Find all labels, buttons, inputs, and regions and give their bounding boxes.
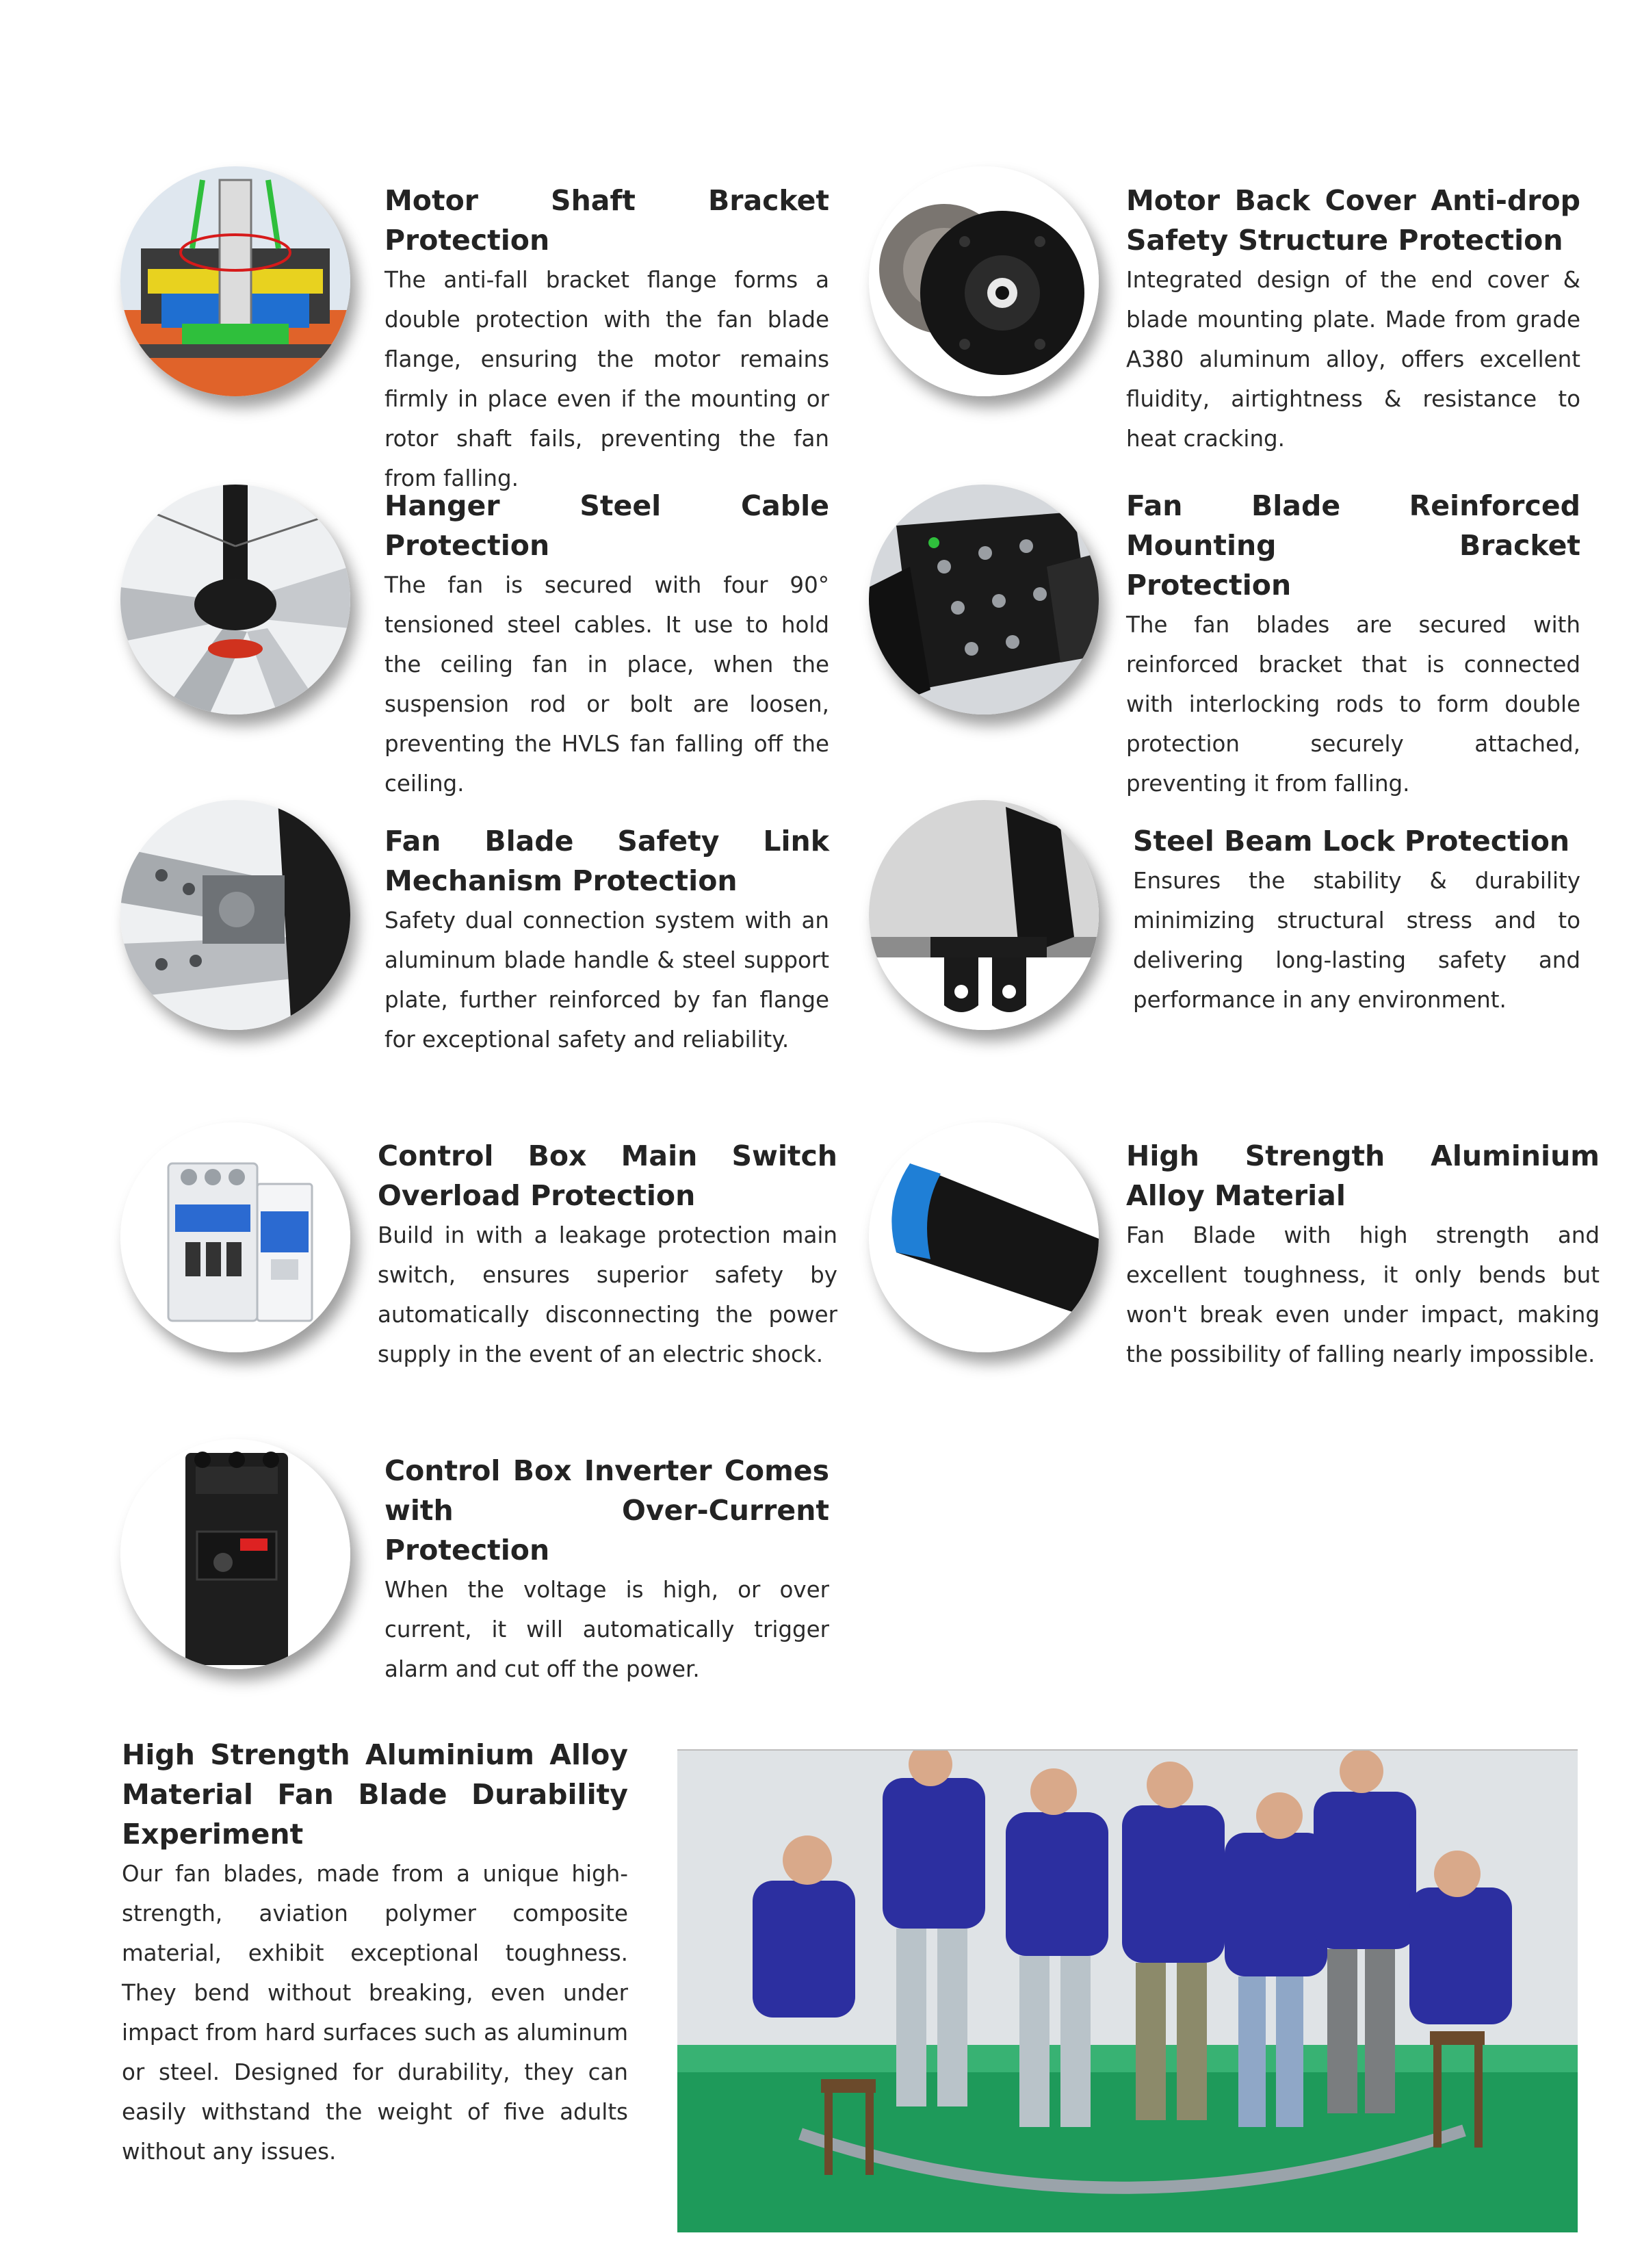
- feature-6-text: [1133, 821, 1580, 1020]
- experiment-description: Our fan blades, made from a unique high-strength, aviation polymer composite material, exhibit exceptional toughness. They bend without breaking, even under impact from hard surfaces such as aluminum or steel. Designed for durability, they can easily withstand the weight of five adults without any issues.: [122, 1861, 628, 2165]
- inverter-photo: [120, 1439, 350, 1669]
- hanger-steel-cable-photo: [120, 485, 350, 714]
- main-switch-breaker-photo: [120, 1122, 350, 1352]
- feature-4-text: [1126, 486, 1580, 803]
- steel-beam-lock-photo: [869, 800, 1099, 1030]
- feature-description: Build in with a leakage protection main switch, ensures superior safety by automatically disconnecting the power supply in the event of an electric shock.: [378, 1222, 837, 1367]
- feature-1-text: [385, 181, 829, 498]
- feature-title: High Strength Aluminium Alloy Material: [1126, 1139, 1600, 1212]
- feature-title: Control Box Inverter Comes with Over-Current Protection: [385, 1454, 829, 1567]
- feature-description: Fan Blade with high strength and excellent toughness, it only bends but won't break even under impact, making the possibility of falling nearly impossible.: [1126, 1222, 1600, 1367]
- feature-8-text: [1126, 1136, 1600, 1374]
- five-adults-standing-on-blade-photo: [677, 1749, 1578, 2232]
- feature-description: The anti-fall bracket flange forms a double protection with the fan blade flange, ensuring the motor remains firmly in place even if the mounting or rotor shaft fails, preventing the fan from falling.: [385, 267, 829, 491]
- motor-shaft-bracket-photo: [120, 166, 350, 396]
- feature-title: Hanger Steel Cable Protection: [385, 489, 829, 562]
- feature-description: When the voltage is high, or over current, it will automatically trigger alarm and cut off the power.: [385, 1577, 829, 1682]
- feature-title: Fan Blade Reinforced Mounting Bracket Protection: [1126, 489, 1580, 602]
- feature-description: The fan is secured with four 90° tensioned steel cables. It use to hold the ceiling fan in place, when the suspension rod or bolt are loosen, preventing the HVLS fan falling off the ceiling.: [385, 572, 829, 797]
- experiment-text: [122, 1735, 628, 2172]
- feature-2-text: [1126, 181, 1580, 459]
- feature-5-text: [385, 821, 829, 1059]
- feature-description: Ensures the stability & durability minimizing structural stress and to delivering long-lasting safety and performance in any environment.: [1133, 868, 1580, 1013]
- feature-7-text: [378, 1136, 837, 1374]
- feature-title: Control Box Main Switch Overload Protection: [378, 1139, 837, 1212]
- feature-title: Fan Blade Safety Link Mechanism Protection: [385, 825, 829, 897]
- feature-description: The fan blades are secured with reinforced bracket that is connected with interlocking rods to form double protection securely attached, preventing it from falling.: [1126, 612, 1580, 797]
- feature-title: Steel Beam Lock Protection: [1133, 825, 1570, 858]
- feature-description: Safety dual connection system with an aluminum blade handle & steel support plate, further reinforced by fan flange for exceptional safety and reliability.: [385, 907, 829, 1053]
- feature-9-text: [385, 1451, 829, 1689]
- feature-title: Motor Back Cover Anti-drop Safety Structure Protection: [1126, 184, 1580, 257]
- feature-3-text: [385, 486, 829, 803]
- blade-mounting-bracket-photo: [869, 485, 1099, 714]
- experiment-title: High Strength Aluminium Alloy Material Fan Blade Durability Experiment: [122, 1738, 628, 1851]
- aluminium-blade-photo: [869, 1122, 1099, 1352]
- blade-safety-link-photo: [120, 800, 350, 1030]
- feature-description: Integrated design of the end cover & blade mounting plate. Made from grade A380 aluminum alloy, offers excellent fluidity, airtightness & resistance to heat cracking.: [1126, 267, 1580, 452]
- motor-back-cover-photo: [869, 166, 1099, 396]
- feature-title: Motor Shaft Bracket Protection: [385, 184, 829, 257]
